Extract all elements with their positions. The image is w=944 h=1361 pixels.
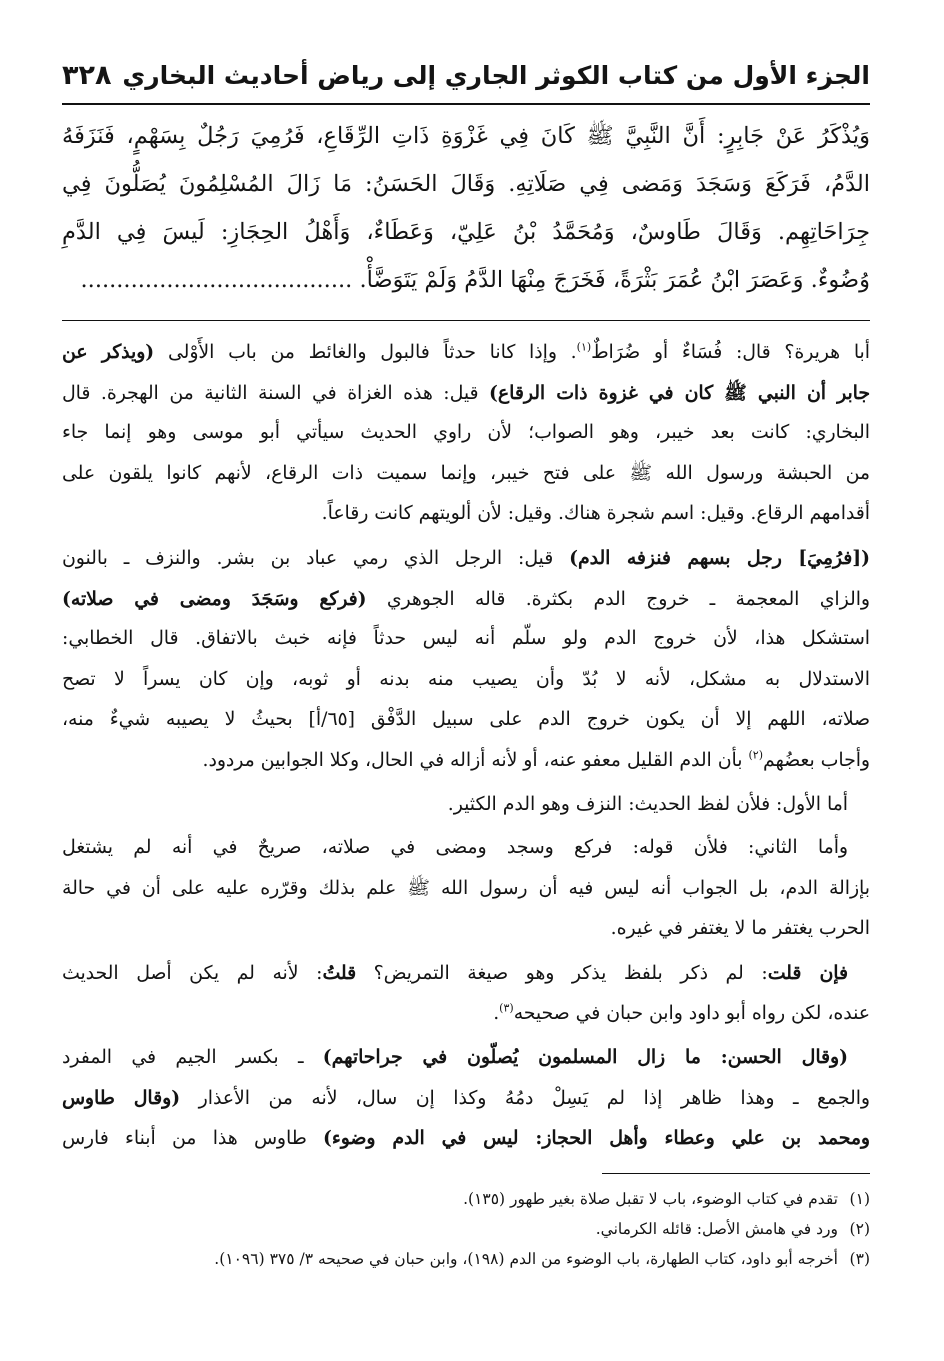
- ellipsis: ......................................: [80, 267, 353, 293]
- footnote-ref: (٢): [748, 748, 763, 762]
- text-span: طاوس هذا من أبناء فارس: [62, 1128, 323, 1150]
- footnotes: [62, 1184, 870, 1274]
- hadith-line: الدَّمُ، فَرَكَعَ وَسَجَدَ وَمَضى فِي صَلَاتِهِ. وَقَالَ الحَسَنُ: مَا زَالَ المُسْلِمُونَ يُصَلُّونَ فِي: [62, 171, 870, 197]
- commentary: [62, 332, 870, 1159]
- commentary-line: [62, 1078, 870, 1119]
- commentary-line: من الحبشة ورسول الله ﷺ على فتح خيبر، وإنما سميت ذات الرقاع، لأنهم كانوا يلقون على: [62, 462, 870, 484]
- quoted-matn: جابر أن النبي ﷺ كان في غزوة ذات الرقاع): [489, 381, 871, 404]
- quoted-matn: (وقال الحسن: ما زال المسلمون يُصلّون في جراحاتهم): [322, 1046, 848, 1069]
- text-span: وأجاب بعضُهم: [762, 749, 870, 771]
- footnote-text: أخرجه أبو داود، كتاب الطهارة، باب الوضوء من الدم (١٩٨)، وابن حبان في صحيحه ٣/ ٣٧٥ (١٠٩٦).: [214, 1250, 838, 1268]
- header-rule: [62, 103, 870, 105]
- text-span: والزاي المعجمة ـ خروج الدم بكثرة. قاله الجوهري: [366, 588, 870, 610]
- hadith-line-text: وُضُوءٌ. وَعَصَرَ ابْنُ عُمَرَ بَثْرَةً، فَخَرَجَ مِنْهَا الدَّمُ وَلَمْ يَتَوَضَّأْ.: [359, 267, 870, 293]
- answer-label: قلتُ: [322, 961, 357, 984]
- commentary-line: [62, 538, 870, 579]
- objection-label: فإن قلت: [767, 961, 849, 984]
- hadith-line: [62, 256, 870, 304]
- commentary-line: [62, 1118, 870, 1159]
- footnote-text: تقدم في كتاب الوضوء، باب لا تقبل صلاة بغير طهور (١٣٥).: [463, 1190, 838, 1208]
- text-span: بأن الدم القليل معفو عنه، أو لأنه أزاله في الحال، وكلا الجوابين مردود.: [202, 749, 749, 771]
- hadith-line: جِرَاحَاتِهِم. وَقَالَ طَاوسٌ، وَمُحَمَّدُ بْنُ عَلِيّ، وَعَطَاءٌ، وَأَهْلُ الحِجَازِ: لَيسَ فِي الدَّمِ: [62, 219, 870, 245]
- running-title: الجزء الأول من كتاب الكوثر الجاري إلى رياض أحاديث البخاري: [122, 60, 870, 90]
- commentary-line: [62, 373, 870, 414]
- text-span: . وإذا كانا حدثاً فالبول والغائط من باب الأَوْلى: [167, 342, 577, 363]
- text-span: أبا هريرة؟ قال: فُسَاءٌ أو ضُرَاطٌ: [591, 342, 870, 363]
- text-span: : لأنه لم يكن أصل الحديث: [62, 962, 323, 984]
- text-span: .: [493, 1002, 500, 1024]
- footnote-number: (٢): [849, 1220, 870, 1238]
- footnote: [62, 1244, 870, 1274]
- footnote: [62, 1214, 870, 1244]
- quoted-matn: (وقال طاوس: [62, 1086, 181, 1109]
- footnote-number: (٣): [849, 1250, 870, 1268]
- commentary-line: وأما الثاني: فلأن قوله: فركع وسجد ومضى في صلاته، صريحٌ في أنه لم يشتغل: [62, 837, 848, 859]
- footnote: [62, 1184, 870, 1214]
- page-header: [62, 52, 870, 98]
- text-span: ـ بكسر الجيم في المفرد: [62, 1047, 323, 1069]
- commentary-line: [62, 332, 870, 373]
- quoted-matn: ([فرُمِيَ] رجل بسهم فنزفه الدم): [569, 546, 870, 569]
- commentary-line: [62, 953, 870, 994]
- footnote-text: ورد في هامش الأصل: قائله الكرماني.: [595, 1220, 838, 1238]
- commentary-line: أما الأول: فلأن لفظ الحديث: النزف وهو الدم الكثير.: [447, 793, 848, 815]
- text-span: والجمع ـ وهذا ظاهر إذا لم يَسِلْ دمُهُ وكذا إن سال، لأنه من الأعذار: [180, 1087, 870, 1109]
- commentary-line: البخاري: كانت بعد خيبر، وهو الصواب؛ لأن راوي الحديث سيأتي أبو موسى وهو إنما جاء: [62, 422, 870, 444]
- commentary-line: [62, 994, 870, 1035]
- footnote-number: (١): [849, 1190, 870, 1208]
- footnote-ref: (١): [576, 340, 592, 354]
- commentary-line: [62, 1037, 870, 1078]
- commentary-line: الحرب يغتفر ما لا يغتفر في غيره.: [610, 918, 870, 940]
- hadith-text: [62, 112, 870, 304]
- footnote-ref: (٣): [499, 1001, 514, 1015]
- text-span: قيل: الرجل الذي رمي عباد بن بشر. والنزف ـ بالنون: [62, 547, 570, 569]
- hadith-line: وَيُذْكَرُ عَنْ جَابِرٍ: أَنَّ النَّبِيَّ ﷺ كَانَ فِي غَزْوَةِ ذَاتِ الرِّقَاعِ، فَرُمِيَ رَجُلٌ بِسَهْمٍ، فَنَزَفَهُ: [62, 123, 870, 149]
- commentary-line: صلاته، اللهم إلا أن يكون خروج الدم على سبيل الدَّفْق [٦٥/أ] بحيثُ لا يصيبه شيءٌ منه،: [62, 709, 870, 731]
- commentary-line: استشكل هذا، لأن خروج الدم ولو سلّم أنه ليس حدثاً فإنه خبث بالاتفاق. قال الخطابي:: [62, 628, 870, 650]
- quoted-matn: ومحمد بن علي وعطاء وأهل الحجاز: ليس في الدم وضوء): [323, 1127, 870, 1150]
- commentary-line: بإزالة الدم، بل الجواب أنه ليس فيه أن رسول الله ﷺ علم بذلك وقرّره عليه على أن في حالة: [62, 877, 870, 899]
- quoted-matn: (ويذكر عن: [62, 341, 155, 363]
- commentary-line: [62, 579, 870, 620]
- text-span: عنده، لكن رواه أبو داود وابن حبان في صحيحه: [513, 1002, 870, 1024]
- page-number: ٣٢٨: [62, 59, 112, 91]
- commentary-line: [62, 741, 870, 782]
- commentary-line: أقدامهم الرقاع. وقيل: اسم شجرة هناك. وقيل: لأن ألويتهم كانت رقاعاً.: [321, 503, 870, 525]
- text-span: : لم ذكر بلفظ يذكر وهو صيغة التمريض؟: [356, 962, 768, 984]
- quoted-matn: (فركع وسَجَدَ ومضى في صلاته): [62, 587, 367, 610]
- commentary-line: الاستدلال به مشكل، لأنه لا بُدّ وأن يصيب منه بدنه أو ثوبه، وإن كان يسراً لا تصح: [62, 668, 870, 690]
- text-span: قيل: هذه الغزاة في السنة الثانية من الهجرة. قال: [62, 382, 490, 404]
- footnote-rule: [602, 1173, 870, 1174]
- section-divider: [62, 320, 870, 321]
